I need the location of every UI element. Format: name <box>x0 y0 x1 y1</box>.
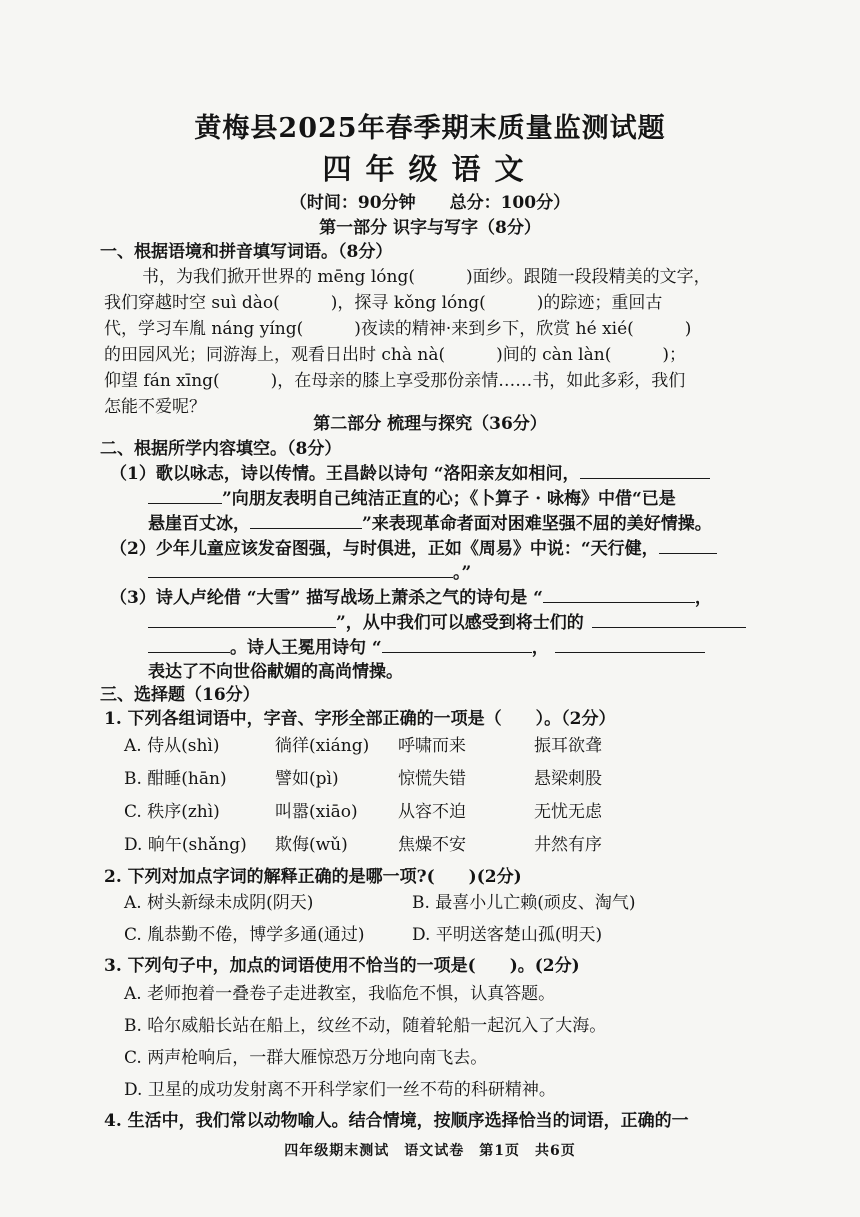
mc-q1-word: 从容不迫 <box>398 802 466 822</box>
mc-q1-word: 焦燥不安 <box>398 835 466 855</box>
exam-title: 黄梅县2025年春季期末质量监测试题 <box>194 113 666 144</box>
section1-line: 代，学习车胤 náng yíng( )夜读的精神·来到乡下，欣赏 hé xié( ) <box>104 319 692 339</box>
mc-q1-word: 惊慌失错 <box>398 769 466 789</box>
part2-heading: 第二部分 梳理与探究（36分） <box>313 414 547 434</box>
mc-q1-word: 振耳欲聋 <box>534 736 602 756</box>
fill-q3-line3: 。诗人王冕用诗句 “ ， <box>148 633 705 658</box>
section1-line: 书，为我们掀开世界的 mēng lóng( )面纱。跟随一段段精美的文字， <box>142 267 711 287</box>
fill-q1-line3: 悬崖百丈冰， ”来表现革命者面对困难坚强不屈的美好情操。 <box>148 514 712 534</box>
exam-meta: （时间：90分钟 总分：100分） <box>289 193 571 213</box>
exam-subject: 四年级语文 <box>322 152 538 186</box>
fill-q1-line2: ”向朋友表明自己纯洁正直的心；《卜算子 · 咏梅》中借“已是 <box>148 484 676 509</box>
mc-q1-word: 譬如(pì) <box>275 769 339 789</box>
section1-heading: 一、根据语境和拼音填写词语。（8分） <box>100 242 393 262</box>
mc-q3-option-c[interactable]: C. 两声枪响后，一群大雁惊恐万分地向南飞去。 <box>124 1048 488 1068</box>
mc-q1-word: 欺侮(wǔ) <box>275 835 348 855</box>
mc-q3-option-d[interactable]: D. 卫星的成功发射离不开科学家们一丝不苟的科研精神。 <box>124 1080 556 1100</box>
mc-q1-stem: 1. 下列各组词语中，字音、字形全部正确的一项是（ ）。（2分） <box>104 709 616 729</box>
mc-q1-word: 无忧无虑 <box>534 802 602 822</box>
mc-q1-option-b[interactable]: B. 酣睡(hān) <box>124 769 227 789</box>
fill-q3-line2: ”，从中我们可以感受到将士们的 <box>148 608 746 633</box>
mc-q1-word: 井然有序 <box>534 835 602 855</box>
fill-q2-line2: 。” <box>148 558 471 583</box>
page-footer: 四年级期末测试 语文试卷 第1页 共6页 <box>284 1143 576 1159</box>
fill-q2-line1: （2）少年儿童应该发奋图强，与时俱进，正如《周易》中说：“天行健， <box>110 534 717 559</box>
fill-q1-line1: （1）歌以咏志，诗以传情。王昌龄以诗句 “洛阳亲友如相问， <box>110 459 710 484</box>
answer-blank[interactable] <box>592 611 746 628</box>
part1-heading: 第一部分 识字与写字（8分） <box>319 218 541 238</box>
mc-q1-option-c[interactable]: C. 秩序(zhì) <box>124 802 220 822</box>
answer-blank[interactable] <box>148 561 453 578</box>
mc-q2-option-b[interactable]: B. 最喜小儿亡赖(顽皮、淘气) <box>412 893 636 913</box>
mc-q3-option-a[interactable]: A. 老师抱着一叠卷子走进教室，我临危不惧，认真答题。 <box>124 984 556 1004</box>
mc-q1-word: 叫嚣(xiāo) <box>275 802 358 822</box>
section2-heading: 二、根据所学内容填空。（8分） <box>100 439 342 459</box>
fill-q3-line1: （3）诗人卢纶借 “大雪” 描写战场上萧杀之气的诗句是 “ ， <box>110 588 712 608</box>
mc-q1-option-d[interactable]: D. 晌午(shǎng) <box>124 835 247 855</box>
mc-q3-option-b[interactable]: B. 哈尔威船长站在船上，纹丝不动，随着轮船一起沉入了大海。 <box>124 1016 607 1036</box>
answer-blank[interactable] <box>555 636 705 653</box>
mc-q1-option-a[interactable]: A. 侍从(shì) <box>124 736 220 756</box>
mc-q3-stem: 3. 下列句子中，加点的词语使用不恰当的一项是( )。(2分) <box>104 956 580 976</box>
section1-line: 我们穿越时空 suì dào( )，探寻 kǒng lóng( )的踪迹；重回古 <box>104 293 663 313</box>
mc-q2-option-a[interactable]: A. 树头新绿未成阴(阴天) <box>124 893 314 913</box>
mc-q1-word: 呼啸而来 <box>398 736 466 756</box>
answer-blank[interactable] <box>148 636 230 653</box>
mc-q4-stem: 4. 生活中，我们常以动物喻人。结合情境，按顺序选择恰当的词语，正确的一 <box>104 1111 689 1131</box>
fill-q3-line4: 表达了不向世俗献媚的高尚情操。 <box>148 662 403 682</box>
mc-q1-word: 徜徉(xiáng) <box>275 736 370 756</box>
section3-heading: 三、选择题（16分） <box>100 685 260 705</box>
mc-q2-stem: 2. 下列对加点字词的解释正确的是哪一项?( )(2分) <box>104 867 522 887</box>
answer-blank[interactable] <box>382 636 532 653</box>
answer-blank[interactable] <box>659 537 717 554</box>
mc-q1-word: 悬梁刺股 <box>534 769 602 789</box>
answer-blank[interactable] <box>580 462 710 479</box>
answer-blank[interactable] <box>148 487 222 504</box>
section1-line: 怎能不爱呢？ <box>104 397 206 417</box>
section1-line: 仰望 fán xīng( )，在母亲的膝上享受那份亲情……书，如此多彩，我们 <box>104 371 686 391</box>
mc-q2-option-d[interactable]: D. 平明送客楚山孤(明天) <box>412 925 603 945</box>
answer-blank[interactable] <box>250 512 362 529</box>
mc-q2-option-c[interactable]: C. 胤恭勤不倦，博学多通(通过) <box>124 925 365 945</box>
section1-line: 的田园风光；同游海上，观看日出时 chà nà( )间的 càn làn( )； <box>104 345 686 365</box>
answer-blank[interactable] <box>148 611 336 628</box>
answer-blank[interactable] <box>543 586 695 603</box>
